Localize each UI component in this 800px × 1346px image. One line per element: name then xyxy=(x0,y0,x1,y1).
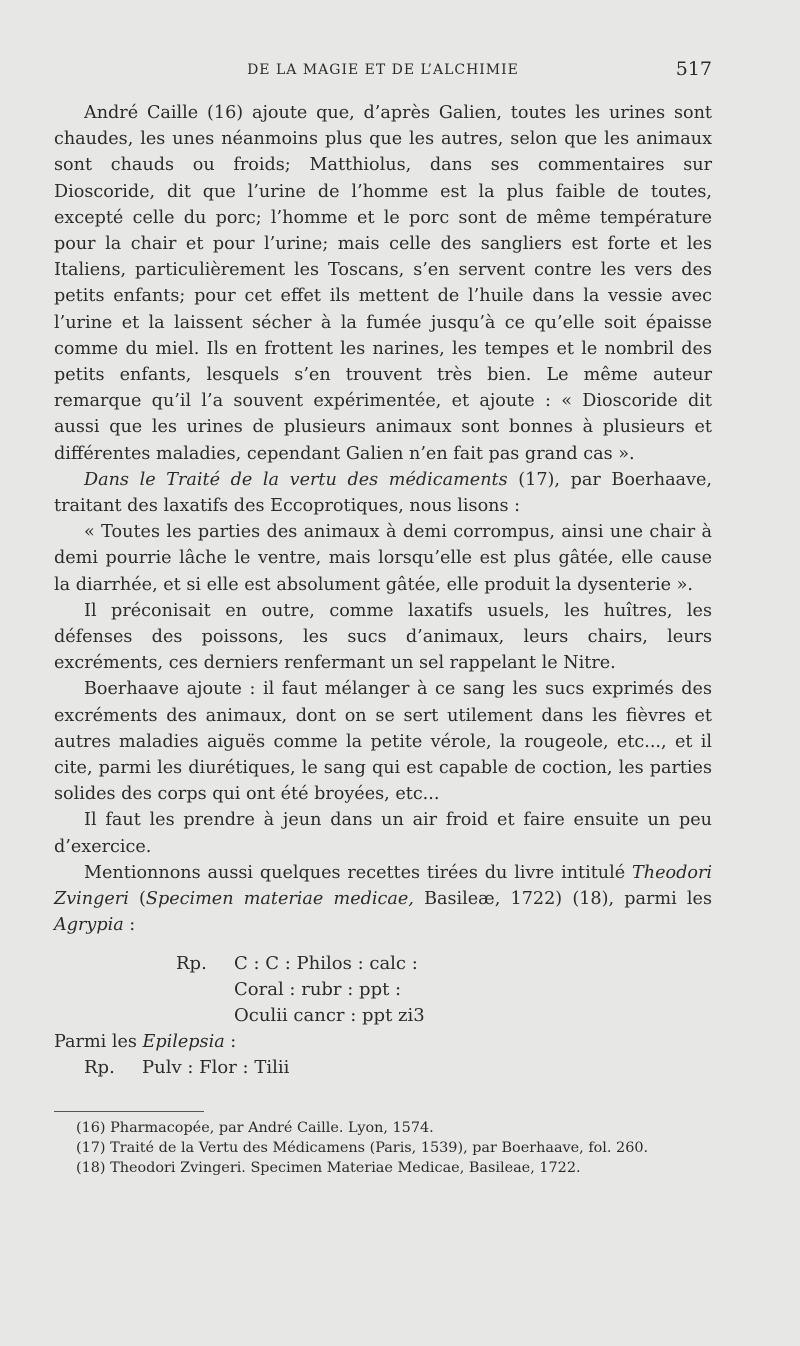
running-title: DE LA MAGIE ET DE L’ALCHIMIE xyxy=(247,62,519,78)
book-title-traite: Dans le Traité de la vertu des médicaments xyxy=(84,469,508,490)
recipe-line: C : C : Philos : calc : xyxy=(234,952,418,974)
footnote-16: (16) Pharmacopée, par André Caille. Lyon, 1574. xyxy=(76,1120,434,1136)
epilepsia-term: Epilepsia xyxy=(142,1031,225,1052)
footnote-rule xyxy=(54,1111,204,1112)
recipe-agrypia xyxy=(54,951,712,1029)
paragraph-caille: André Caille (16) ajoute que, d’après Galien, toutes les urines sont chaudes, les unes néanmoins plus que les autres, selon que les animaux sont chauds ou froids; Matthiolus, dans ses commentaires sur Dioscoride, dit que l’urine de l’homme est la plus faible de toutes, excepté celle du porc; l’homme et le porc sont de même température pour la chair et pour l’urine; mais celle des sangliers est forte et les Italiens, particulièrement les Toscans, s’en servent contre les vers des petits enfants; pour cet effet ils mettent de l’huile dans la vessie avec l’urine et la laissent sécher à la fumée jusqu’à ce qu’elle soit épaisse comme du miel. Ils en frottent les narines, les tempes et le nombril des petits enfants, lesquels s’en trouvent très bien. Le même auteur remarque qu’il l’a souvent expérimentée, et ajoute : « Dioscoride dit aussi que les urines de plusieurs animaux sont bonnes à plusieurs et différentes maladies, cependant Galien n’en fait pas grand cas ». xyxy=(54,103,712,464)
recettes-text-2: ( xyxy=(128,889,146,910)
footnote-17: (17) Traité de la Vertu des Médicamens (Paris, 1539), par Boerhaave, fol. 260. xyxy=(76,1140,649,1156)
paragraph-traite-text: (17), par Boerhaave, traitant des laxatifs des Eccoprotiques, nous lisons : xyxy=(54,469,712,517)
recipe-rp-label: Rp. xyxy=(176,952,207,974)
paragraph-quote: « Toutes les parties des animaux à demi corrompus, ainsi une chair à demi pourrie lâche le ventre, mais lorsqu’elle est plus gâtée, elle cause la diarrhée, et si elle est absolument gâtée, elle produit la dysenterie ». xyxy=(54,522,712,595)
recipe-epilepsia xyxy=(54,1055,712,1081)
page-header xyxy=(54,58,712,82)
recipe-line: Oculii cancr : ppt zi3 xyxy=(234,1004,425,1026)
recettes-text-1: Mentionnons aussi quelques recettes tirées du livre intitulé xyxy=(84,862,633,883)
epilepsia-text: Parmi les xyxy=(54,1031,143,1052)
epilepsia-colon: : xyxy=(224,1031,237,1052)
body-text xyxy=(54,100,712,1081)
page-number: 517 xyxy=(675,58,712,80)
recipe-line: Coral : rubr : ppt : xyxy=(234,978,402,1000)
paragraph-recettes xyxy=(54,860,712,939)
recettes-text-3: Basileæ, 1722) (18), parmi les xyxy=(413,889,712,910)
paragraph-epilepsia xyxy=(54,1029,712,1055)
paragraph-boerhaave: Boerhaave ajoute : il faut mélanger à ce sang les sucs exprimés des excréments des animaux, dont on se sert utilement dans les fièvres et autres maladies aiguës comme la petite vérole, la rougeole, etc..., et il cite, parmi les diurétiques, le sang qui est capable de coction, les parties solides des corps qui ont été broyées, etc... xyxy=(54,679,712,805)
agrypia-term: Agrypia xyxy=(54,915,124,936)
book-title-specimen: Specimen materiae medicae, xyxy=(145,889,414,910)
paragraph-laxatifs: Il préconisait en outre, comme laxatifs usuels, les huîtres, les défenses des poissons, les sucs d’animaux, leurs chairs, leurs excréments, ces derniers renfermant un sel rappelant le Nitre. xyxy=(54,600,712,674)
recipe-rp-label: Rp. xyxy=(84,1056,115,1078)
recipe-line: Pulv : Flor : Tilii xyxy=(142,1056,290,1078)
footnote-18: (18) Theodori Zvingeri. Specimen Materiae Medicae, Basileae, 1722. xyxy=(76,1160,581,1176)
recettes-text-4: : xyxy=(123,915,136,936)
paragraph-traite xyxy=(54,467,712,519)
author-name: Theodori Zvingeri xyxy=(54,862,712,910)
paragraph-jeun: Il faut les prendre à jeun dans un air froid et faire ensuite un peu d’exercice. xyxy=(54,810,712,857)
footnotes xyxy=(76,1118,716,1178)
